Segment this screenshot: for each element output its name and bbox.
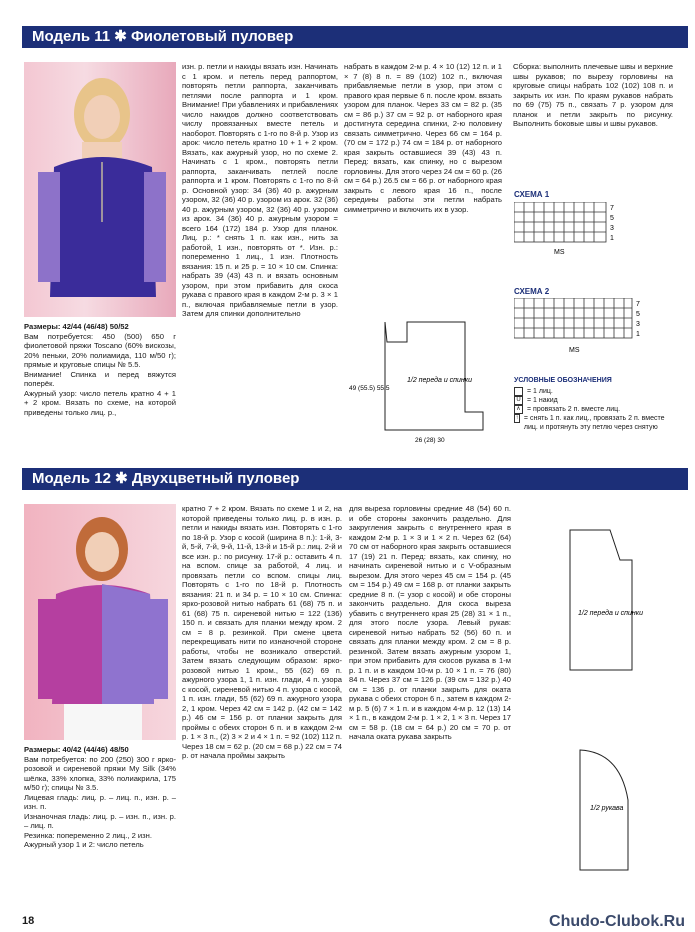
model11-col2-text: изн. р. петли и накиды вязать изн. Начинать с 1 кром. и петель перед раппортом, повторять петли раппорта, заканчивать петлями после раппорта и 1 кром. Внимание! При убавлениях и прибавлениях число накидов должно соответствовать числу провязанных вместе петель и наоборот. Повторять с 1-го по 8-й р. Узор из арок: число петель кратно 10 + 1 + 2 кром. Вязать, как ажурный узор, но по схеме 2. Начинать с 1 кром., повторять петли раппорта, заканчивать петлей после раппорта и 1 кром. Повторять с 1-го по 8-й р. Основной узор: 34 (36) 40 р. ажурным узором, 32 (36) 40 р. узором из арок. 32 (36) 40 р. ажурным узором, 32 (36) 40 р. узором из арок. 34 (36) 40 р. ажурным узором = всего 164 (172) 184 р. Узор для планок. Лиц. р.: * снять 1 п. как изн., нить за работой, 1 изн., повторять от *. Изн. р.: попеременно 1 лиц., 1 изн. Плотность вязания: 15 п. и 25 р. = 10 × 10 см. Спинка: набрать 39 (43) 43 п. и вязать основным узором, при этом прибавить для скоса рукава с правого края в каждом 2-м р. 3 × 1 п., включая прибавляемые петли в узор. Затем для спинки дополнительно bbox=[182, 62, 338, 318]
schema1-title: СХЕМА 1 bbox=[514, 190, 550, 199]
model12-col2-text: кратно 7 + 2 кром. Вязать по схеме 1 и 2, на которой приведены только лиц. р. в изн. р. петли и накиды вязать изн. Повторять с 1-го по 18-й р. Узор с косой (ширина 8 п.): 1-й, 3-й, 5-й, 7-й, 9-й, 11-й, 13-й и 15-й р.: лиц. 2-й и все изн. р.: по рисунку. 17-й р.: оставить 4 п. на вспом. спице за работой, 4 лиц. и провязать петли со вспом. спицы лиц. Повторять с 1-го по 18-й р. Плотность вязания: 21 п. и 34 р. = 10 × 10 см. Спинка: ярко-розовой нитью набрать 61 (68) 75 п. и 61 (68) 75 п. сиреневой нитью = 122 (136) 150 п. и связать для планки между кром. 2 см = 8 р. резинкой. При смене цвета перекрещивать нити по изнаночной стороне работы, чтобы не возникало отверстий. Затем вязать следующим образом: ярко-розовой нитью 1 кром., 55 (62) 69 п. ажурного узора 1, 1 п. изн. глади, 4 п. узора с косой, сиреневой нитью 4 п. узора с косой, 1 п. изн. глади, 55 (62) 69 п. ажурного узора 2, 1 кром. Через 42 см = 142 р. (42 см = 142 р.) 46 см = 156 р. от планки закрыть для проймы с обеих сторон 6 п. и в каждом 2-м р. 1 × 3 п., (2) 3 × 2 и 4 × 1 п. = 92 (102) 112 п. Через 18 см = 62 р. (20 см = 68 р.) 22 см = 74 р. от начала проймы закрыть bbox=[182, 504, 342, 760]
model12-lic: Лицевая гладь: лиц. р. – лиц. п., изн. р. – изн. п. bbox=[24, 792, 176, 811]
model11-photo bbox=[24, 62, 176, 317]
schema2-title: СХЕМА 2 bbox=[514, 287, 550, 296]
model12-column-3 bbox=[349, 504, 511, 742]
model12-sleeve-label: 1/2 рукава bbox=[590, 805, 624, 812]
model11-pattern-diagram bbox=[345, 312, 495, 460]
model11-diagram-label: 1/2 переда и спинки bbox=[407, 377, 472, 384]
model12-photo-illustration bbox=[24, 504, 176, 740]
model12-title: Модель 12 ✱ Двухцветный пуловер bbox=[32, 470, 300, 487]
schema1-row-5: 5 bbox=[610, 215, 614, 222]
model11-title: Модель 11 ✱ Фиолетовый пуловер bbox=[32, 28, 294, 45]
legend-item-k2tog: ∧ = провязать 2 п. вместе лиц. bbox=[514, 405, 679, 414]
site-watermark: Chudo-Clubok.Ru bbox=[549, 912, 685, 930]
model12-column-2 bbox=[182, 504, 342, 761]
schema1-grid bbox=[514, 202, 624, 257]
schema2-row-3: 3 bbox=[636, 321, 640, 328]
schema2-row-7: 7 bbox=[636, 301, 640, 308]
model12-left-text bbox=[24, 745, 176, 850]
page-number: 18 bbox=[22, 914, 35, 927]
model11-column-4 bbox=[513, 62, 673, 129]
yarnover-symbol-icon: U bbox=[514, 396, 523, 405]
schema1-ms: MS bbox=[554, 249, 565, 256]
model11-column-2 bbox=[182, 62, 338, 319]
model12-photo bbox=[24, 504, 176, 740]
schema1-row-7: 7 bbox=[610, 205, 614, 212]
knit-symbol-icon bbox=[514, 387, 523, 396]
schema2-ms: MS bbox=[569, 347, 580, 354]
schema2-grid bbox=[514, 298, 649, 356]
model12-sleeve-diagram bbox=[540, 740, 680, 880]
k2tog-symbol-icon: ∧ bbox=[514, 405, 523, 414]
schema1-row-1: 1 bbox=[610, 235, 614, 242]
model11-left-text bbox=[24, 322, 176, 417]
model12-rez: Резинка: попеременно 2 лиц., 2 изн. bbox=[24, 830, 152, 840]
schema2-row-5: 5 bbox=[636, 311, 640, 318]
model12-body-diagram bbox=[540, 520, 680, 690]
legend-item-knit: = 1 лиц. bbox=[514, 387, 679, 396]
model11-materials: Вам потребуется: 450 (500) 650 г фиолетовой пряжи Toscano (60% вискозы, 20% пеньки, 20% полиамида, 110 м/50 г); прямые и круговые спицы № 5.5. bbox=[24, 331, 176, 369]
model11-title-band bbox=[22, 26, 688, 48]
model12-col3-text: для выреза горловины средние 48 (54) 60 п. и обе стороны закончить раздельно. Для закругления закрыть с внутреннего края в каждом 2-м р. 1 × 3 и 1 × 2 п. Через 62 (64) 70 см от наборного края закрыть оставшиеся 17 (19) 21 п. Перед: вязать, как спинку, но начинать сиреневой нитью и с V-образным вырезом. Для этого через 45 см = 154 р. (45 см = 154 р.) 49 см = 168 р. от планки закрыть средние 8 п. (= узор с косой) и обе стороны закончить раздельно. Для скоса выреза убавить с внутреннего края 25 (28) 31 × 1 п., для этого после узора. Левый рукав: сиреневой нитью набрать 52 (56) 60 п. и связать для планки между кром. 2 см = 8 р. резинкой. Затем вязать ажурным узором 1, при этом прибавить для скосов рукава в 1-м р. 1 п. и в каждом 10-м р. 10 × 1 п. = 76 (80) 84 п. Через 37 см = 126 р. (39 см = 132 р.) 40 см = 136 р. от планки закрыть для оката рукава с обеих сторон 6 п., затем в каждом 2-м р. 5 (6) 7 × 1 п. и в каждом 4-м р. 12 (13) 14 × 1 п., в каждом 2-м р. 1 × 2, 1 × 3 п. Через 17 см = 58 р. (18 см = 64 р.) 20 см = 70 р. от начала оката рукава закрыть bbox=[349, 504, 511, 741]
model11-diagram-dim-left: 49 (55.5) 55.5 bbox=[349, 385, 390, 392]
model12-title-band bbox=[22, 468, 688, 490]
model11-attention: Внимание! Спинка и перед вяжутся поперёк. bbox=[24, 369, 176, 388]
model11-diagram-dim-bottom: 26 (28) 30 bbox=[415, 437, 445, 444]
legend bbox=[514, 376, 679, 432]
model11-photo-illustration bbox=[24, 62, 176, 317]
schema1-row-3: 3 bbox=[610, 225, 614, 232]
model11-col3-text: набрать в каждом 2-м р. 4 × 10 (12) 12 п. и 1 × 7 (8) 8 п. = 89 (102) 102 п., включая прибавляемые петли в узор, при этом с правого края первые 6 п. после кром. вязать узором для планок. Через 33 см = 82 р. (35 см = 86 р.) 37 см = 92 р. от наборного края достигнута середина спинки, 2-ю половину связать симметрично. Через 66 см = 164 р. (70 см = 172 р.) 74 см = 184 р. от наборного края закрыть оставшиеся 39 (43) 43 п. Перед: вязать, как спинку, но с вырезом горловины. Для этого через 24 см = 60 р. (26 см = 64 р.) 26.5 см = 66 р. от наборного края закрыть с левого края 16 п., после середины работы эти петли набрать симметрично и включить их в узор. bbox=[344, 62, 502, 214]
model12-ajur: Ажурный узор 1 и 2: число петель bbox=[24, 840, 144, 849]
model12-sizes: Размеры: 40/42 (44/46) 48/50 bbox=[24, 745, 129, 754]
legend-title: УСЛОВНЫЕ ОБОЗНАЧЕНИЯ bbox=[514, 377, 612, 384]
skp-symbol-icon: ↑ bbox=[515, 415, 519, 421]
model12-body-label: 1/2 переда и спинки bbox=[578, 610, 643, 617]
legend-item-yarnover: U = 1 накид bbox=[514, 396, 679, 405]
model12-izn: Изнаночная гладь: лиц. р. – изн. п., изн. р. – лиц. п. bbox=[24, 811, 176, 830]
model11-column-3 bbox=[344, 62, 502, 214]
model11-col4-text: Сборка: выполнить плечевые швы и верхние швы рукавов; по вырезу горловины на круговые спицы набрать 102 (102) 108 п. и закрыть их изн. По краям рукавов набрать по 69 (75) 75 п., связать 7 р. узором для планок и петли закрыть по рисунку. Выполнить боковые швы и швы рукавов. bbox=[513, 62, 673, 128]
model12-materials: Вам потребуется: по 200 (250) 300 г ярко-розовой и сиреневой пряжи My Silk (34% шёлка, 33% хлопка, 33% полиакрила, 175 м/50 г); спицы № 3.5. bbox=[24, 754, 176, 792]
model11-ajur: Ажурный узор: число петель кратно 4 + 1 + 2 кром. Вязать по схеме, на которой приведены только лиц. р., bbox=[24, 388, 176, 417]
schema2-row-1: 1 bbox=[636, 331, 640, 338]
model11-sizes: Размеры: 42/44 (46/48) 50/52 bbox=[24, 322, 129, 331]
legend-item-skp: ↑ = снять 1 п. как лиц., провязать 2 п. вместе лиц. и протянуть эту петлю через снятую bbox=[515, 415, 665, 431]
